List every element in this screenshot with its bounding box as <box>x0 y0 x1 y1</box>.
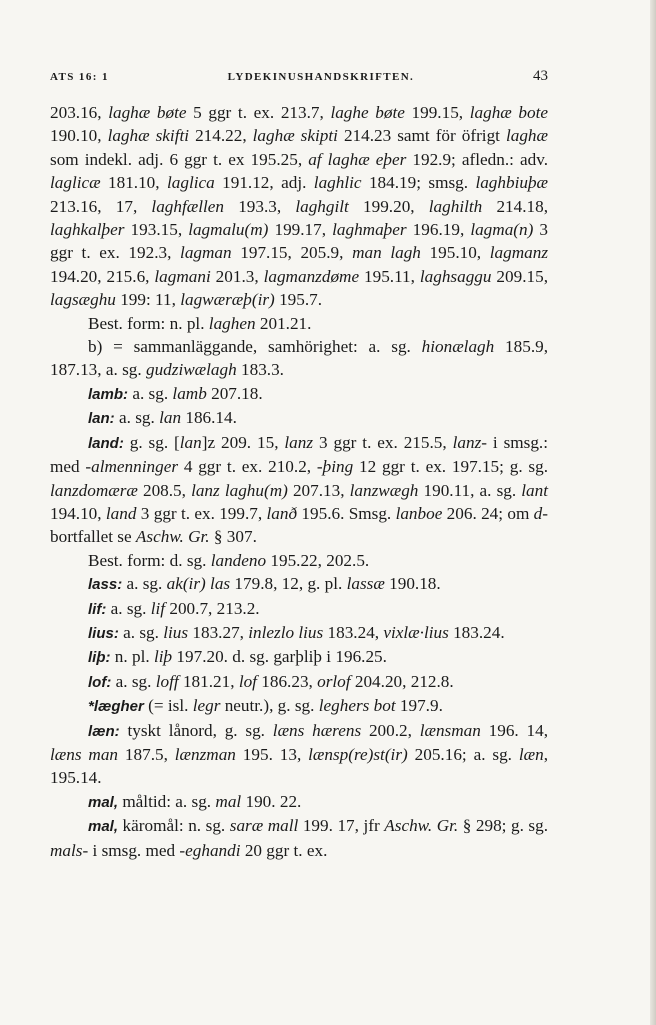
italic-form: lænsp(re)st(ir) <box>308 744 408 764</box>
italic-form: laghmaþer <box>332 220 407 240</box>
text-run: a. sg. <box>106 598 151 618</box>
text-run: 184.19; smsg. <box>361 173 476 193</box>
italic-form: laghen <box>208 313 256 333</box>
text-run: 3 ggr t. ex. 199.7, <box>136 503 267 523</box>
text-run: (= isl. <box>143 696 193 716</box>
text-run: 195.11, <box>359 266 420 286</box>
italic-form: lassæ <box>346 574 385 594</box>
text-run: 204.20, 212.8. <box>350 671 454 691</box>
entry-headword: lamb: <box>88 385 129 403</box>
italic-form: d <box>533 503 543 523</box>
italic-form: laghgilt <box>295 196 349 216</box>
text-run: 195.7. <box>274 290 323 310</box>
text-run: 179.8, 12, g. pl. <box>230 574 347 594</box>
text-run: 3 ggr t. ex. 215.5, <box>313 432 453 452</box>
italic-form: laghsaggu <box>419 266 492 286</box>
text-run: 185.9, 187.13, a. sg. <box>50 337 548 380</box>
italic-form: laghlic <box>313 173 362 193</box>
text-run: 201.21. <box>255 313 312 333</box>
text-run: 201.3, <box>210 266 264 286</box>
text-run: a. sg. <box>122 574 167 594</box>
text-run: 197.9. <box>395 696 443 716</box>
text-run: 199. 17, jfr <box>298 816 385 836</box>
series-label: ATS 16: 1 <box>50 71 109 83</box>
italic-form: laghæ skifti <box>107 126 190 146</box>
text-run: 183.24. <box>448 622 505 642</box>
italic-form: lagman <box>180 243 232 263</box>
italic-form: inlezlo lius <box>248 622 324 642</box>
text-run: som indekl. adj. 6 ggr t. ex 195.25, <box>50 149 309 169</box>
italic-form: laghæ bøte <box>108 103 187 122</box>
italic-form: lan <box>159 408 182 428</box>
text-run: 199.17, <box>268 220 333 240</box>
paragraph <box>50 645 548 669</box>
italic-form: lagmanzdøme <box>263 266 360 286</box>
entry-headword: læn: <box>88 722 120 740</box>
text-run: 181.21, <box>178 671 239 691</box>
text-run: käromål: n. sg. <box>118 816 230 836</box>
italic-form: laghæ bote <box>469 103 548 122</box>
text-run: 186.14. <box>181 408 237 428</box>
italic-form: lanzdomæræ <box>50 480 138 500</box>
italic-form: lan <box>179 432 202 452</box>
text-run: ]z 209. 15, <box>201 432 285 452</box>
italic-form: af laghæ eþer <box>308 149 407 169</box>
paragraph <box>50 312 548 335</box>
text-run: 197.15, 205.9, <box>231 243 353 263</box>
text-run: 207.18. <box>206 383 263 403</box>
entry-headword: lass: <box>88 576 123 594</box>
italic-form: liþ <box>153 647 173 667</box>
italic-form: orlof <box>317 671 351 691</box>
italic-form: lof <box>238 671 257 691</box>
text-run: 205.16; a. sg. <box>407 744 519 764</box>
italic-form: lanzwægh <box>349 480 419 500</box>
entry-headword: lan: <box>88 410 115 428</box>
text-run: 3 ggr t. ex. 192.3, <box>50 220 548 263</box>
text-run: 195.10, <box>420 243 490 263</box>
italic-form: legr <box>192 696 221 716</box>
italic-form: læn <box>518 744 544 764</box>
italic-form: lænsman <box>419 720 481 740</box>
text-run: , 195.14. <box>50 744 548 788</box>
paragraph <box>50 719 548 790</box>
text-run: 199.20, <box>348 196 429 216</box>
italic-form: lagmanz <box>489 243 549 263</box>
italic-form: laghæ skipti <box>252 126 338 146</box>
text-run: 199: 11, <box>115 290 181 310</box>
text-run: g. sg. [ <box>123 432 180 452</box>
entry-headword: mal, <box>88 818 119 836</box>
text-run: n. pl. <box>110 647 154 667</box>
text-run: 190.10, <box>50 126 108 146</box>
text-run: § 298; g. sg. <box>458 816 548 836</box>
paragraph <box>50 382 548 406</box>
entry-headword: liþ: <box>88 649 111 667</box>
text-run: 193.3, <box>224 196 296 216</box>
paragraph <box>50 431 548 549</box>
italic-form: loff <box>155 671 179 691</box>
text-run: i smsg. med <box>88 840 180 860</box>
text-run: Best. form: d. sg. <box>88 550 211 570</box>
italic-form: lagmani <box>154 266 211 286</box>
paragraph <box>50 790 548 814</box>
paragraph <box>50 694 548 718</box>
text-run: Best. form: n. pl. <box>88 313 209 333</box>
text-run: 206. 24; om <box>442 503 534 523</box>
paragraph <box>50 597 548 621</box>
text-run: 214.23 samt för öfrigt <box>337 126 506 146</box>
text-run: a. sg. <box>128 383 173 403</box>
italic-form: lant <box>521 480 549 500</box>
entry-headword: lof: <box>88 673 112 691</box>
italic-form: laglica <box>166 173 215 193</box>
italic-form: lanz <box>284 432 314 452</box>
italic-form: vixlæ·lius <box>383 622 449 642</box>
italic-form: -þing <box>316 457 354 477</box>
paragraph <box>50 670 548 694</box>
italic-form: Aschw. Gr. <box>384 816 459 836</box>
italic-form: ak(ir) las <box>166 574 231 594</box>
text-run: 207.13, <box>287 480 350 500</box>
text-run: 186.23, <box>256 671 318 691</box>
text-run: måltid: a. sg. <box>118 791 216 811</box>
entry-headword: lif: <box>88 600 107 618</box>
entry-headword: mal, <box>88 793 119 811</box>
text-run: 208.5, <box>137 480 192 500</box>
entry-headword: lius: <box>88 624 119 642</box>
text-run: 190.11, a. sg. <box>418 480 522 500</box>
text-run: 190. 22. <box>241 791 302 811</box>
text-run: 193.15, <box>124 220 189 240</box>
text-run: 203.16, <box>50 103 109 122</box>
text-run: 181.10, <box>100 173 167 193</box>
text-run: a. sg. <box>118 622 164 642</box>
text-run: 183.27, <box>188 622 249 642</box>
text-run: a. sg. <box>114 408 160 428</box>
text-run: 195.22, 202.5. <box>266 550 370 570</box>
italic-form: landeno <box>210 550 267 570</box>
italic-form: lanboe <box>395 503 443 523</box>
text-run: a. sg. <box>111 671 156 691</box>
italic-form: lagma(n) <box>470 220 534 240</box>
text-run: 196. 14, <box>480 720 549 740</box>
body-text <box>50 101 548 862</box>
text-run: tyskt lånord, g. sg. <box>119 720 273 740</box>
text-run: 194.10, <box>50 503 106 523</box>
italic-form: mal <box>215 791 242 811</box>
italic-form: lanz laghu(m) <box>191 480 288 500</box>
paragraph <box>50 101 548 312</box>
paragraph <box>50 406 548 430</box>
running-head <box>50 68 548 85</box>
text-run: 199.15, <box>404 103 470 122</box>
text-run: -bortfallet se <box>50 503 548 547</box>
italic-form: leghers bot <box>318 696 396 716</box>
italic-form: laglicæ <box>50 173 101 193</box>
italic-form: lanð <box>266 503 298 523</box>
page-number: 43 <box>533 68 548 84</box>
italic-form: laghe bøte <box>330 103 405 122</box>
italic-form: lanz- <box>452 432 487 452</box>
text-run: 209.15, <box>491 266 548 286</box>
italic-form: lænzman <box>174 744 236 764</box>
text-run: 191.12, adj. <box>214 173 314 193</box>
paragraph <box>50 572 548 596</box>
entry-headword: *lægher <box>88 698 144 716</box>
italic-form: -almenninger <box>85 457 179 477</box>
italic-form: laghilth <box>428 196 483 216</box>
italic-form: læns man <box>50 744 119 764</box>
italic-form: man lagh <box>352 243 421 263</box>
italic-form: læns hærens <box>272 720 362 740</box>
italic-form: lius <box>163 622 189 642</box>
text-run: i smsg.: med <box>50 432 548 477</box>
text-run: 197.20. d. sg. garþliþ i 196.25. <box>172 647 387 667</box>
italic-form: saræ mall <box>229 816 299 836</box>
italic-form: lamb <box>172 383 207 403</box>
paragraph <box>50 549 548 572</box>
text-run: 20 ggr t. ex. <box>240 840 328 860</box>
text-run: 12 ggr t. ex. 197.15; g. sg. <box>353 457 549 477</box>
italic-form: mals- <box>50 840 89 860</box>
italic-form: laghfællen <box>151 196 224 216</box>
text-run: 200.7, 213.2. <box>165 598 260 618</box>
text-run: 195. 13, <box>235 744 309 764</box>
italic-form: lagwæræþ(ir) <box>180 290 275 310</box>
text-run: neutr.), g. sg. <box>220 696 319 716</box>
text-run: 196.19, <box>406 220 471 240</box>
text-run: b) = sammanläggande, samhörighet: a. sg. <box>88 337 422 357</box>
italic-form: -eghandi <box>179 840 241 860</box>
text-run: 190.18. <box>384 574 441 594</box>
italic-form: hionælagh <box>421 337 495 357</box>
text-run: 183.3. <box>236 360 284 380</box>
italic-form: Aschw. Gr. <box>135 527 210 547</box>
italic-form: laghkalþer <box>50 220 125 240</box>
text-run: 194.20, 215.6, <box>50 266 155 286</box>
text-run: 214.18, <box>482 196 548 216</box>
entry-headword: land: <box>88 434 124 452</box>
paragraph <box>50 335 548 382</box>
italic-form: land <box>105 503 137 523</box>
text-run: 5 ggr t. ex. 213.7, <box>186 103 331 122</box>
text-run: 4 ggr t. ex. 210.2, <box>178 457 317 477</box>
paragraph <box>50 814 548 862</box>
page-edge <box>650 0 656 1025</box>
italic-form: laghæ <box>505 126 548 146</box>
italic-form: lif <box>150 598 166 618</box>
italic-form: lagmalu(m) <box>188 220 269 240</box>
paragraph <box>50 621 548 645</box>
text-run: 192.9; afledn.: adv. <box>406 149 548 169</box>
running-title: LYDEKINUSHANDSKRIFTEN. <box>227 71 415 83</box>
text-run: 183.24, <box>323 622 384 642</box>
text-run: 187.5, <box>118 744 175 764</box>
text-run: 200.2, <box>361 720 420 740</box>
text-run: 214.22, <box>189 126 253 146</box>
text-run: 213.16, 17, <box>50 196 152 216</box>
italic-form: gudziwælagh <box>145 360 237 380</box>
italic-form: laghbiuþæ <box>475 173 549 193</box>
text-run: § 307. <box>209 527 257 547</box>
italic-form: lagsæghu <box>50 290 116 310</box>
text-run: 195.6. Smsg. <box>297 503 396 523</box>
